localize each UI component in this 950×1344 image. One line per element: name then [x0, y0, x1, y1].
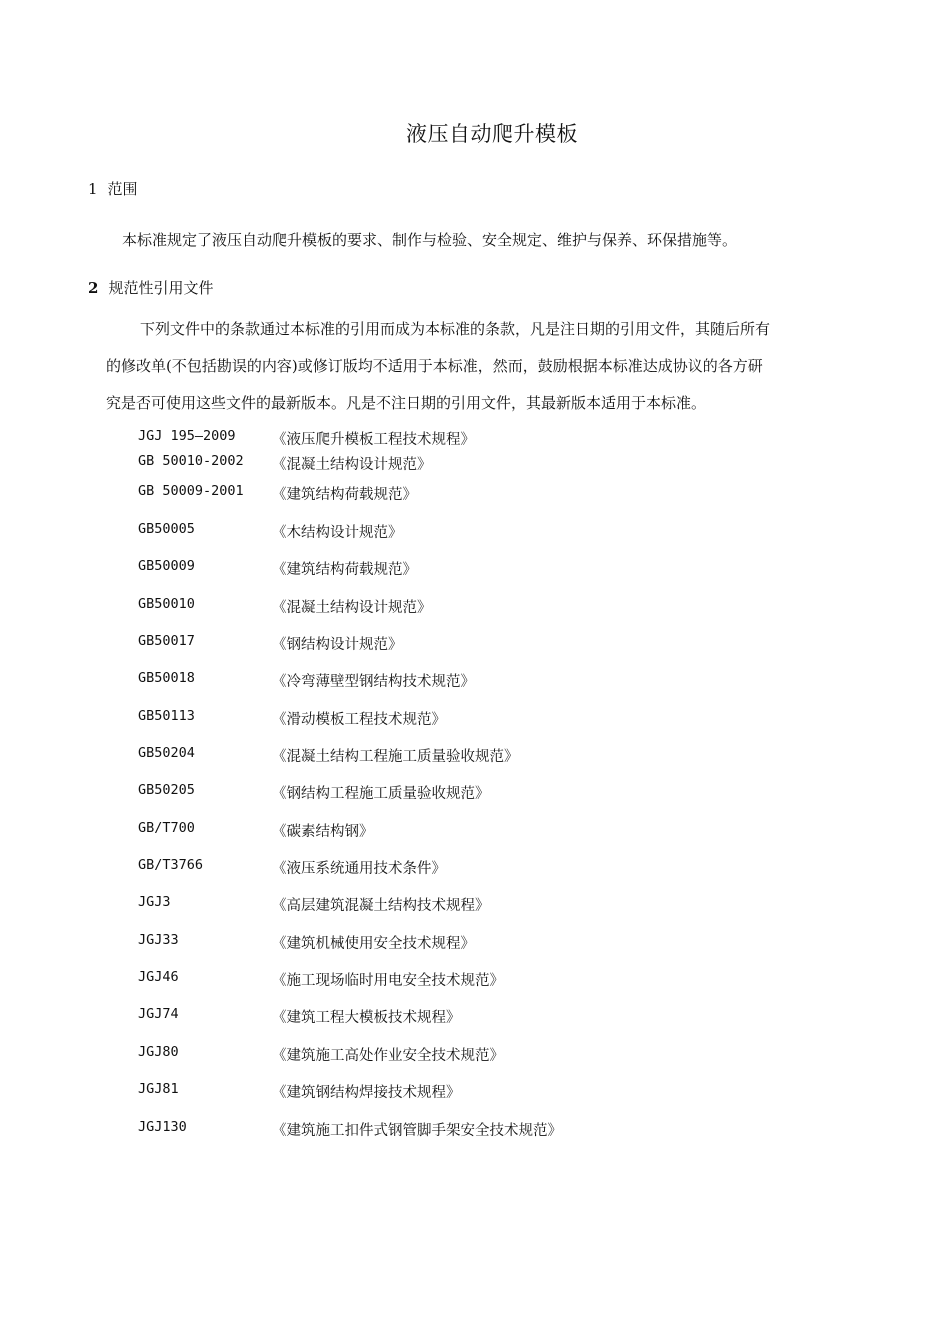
reference-title: 《钢结构工程施工质量验收规范》 — [272, 786, 490, 802]
section-2-paragraph-line-3: 究是否可使用这些文件的最新版本。凡是不注日期的引用文件，其最新版本适用于本标准。 — [106, 394, 707, 412]
reference-code: JGJ81 — [138, 1081, 179, 1097]
reference-title: 《冷弯薄壁型钢结构技术规范》 — [272, 674, 475, 690]
reference-code: GB50113 — [138, 708, 195, 724]
reference-code: JGJ46 — [138, 969, 179, 985]
reference-title: 《液压系统通用技术条件》 — [272, 861, 446, 877]
reference-title: 《建筑施工扣件式钢管脚手架安全技术规范》 — [272, 1123, 562, 1139]
section-2-paragraph-line-2: 的修改单(不包括勘误的内容)或修订版均不适用于本标准，然而，鼓励根据本标准达成协议的各方研 — [106, 357, 763, 375]
reference-title: 《建筑结构荷载规范》 — [272, 487, 417, 503]
reference-title: 《建筑钢结构焊接技术规程》 — [272, 1085, 461, 1101]
reference-title: 《建筑结构荷载规范》 — [272, 562, 417, 578]
reference-code: GB50204 — [138, 745, 195, 761]
reference-title: 《建筑机械使用安全技术规程》 — [272, 936, 475, 952]
reference-title: 《木结构设计规范》 — [272, 525, 403, 541]
section-1-number: 1 — [88, 180, 98, 198]
reference-code: JGJ3 — [138, 894, 171, 910]
reference-code: GB50018 — [138, 670, 195, 686]
section-2-title: 规范性引用文件 — [108, 279, 214, 297]
reference-code: GB 50010-2002 — [138, 453, 244, 469]
reference-title: 《滑动模板工程技术规范》 — [272, 712, 446, 728]
reference-title: 《混凝土结构设计规范》 — [272, 457, 432, 473]
reference-code: GB50005 — [138, 521, 195, 537]
reference-title: 《高层建筑混凝土结构技术规程》 — [272, 898, 490, 914]
reference-code: JGJ 195—2009 — [138, 428, 236, 444]
reference-title: 《液压爬升模板工程技术规程》 — [272, 432, 475, 448]
reference-code: GB/T700 — [138, 820, 195, 836]
section-2-number: 2 — [88, 279, 99, 297]
section-2-heading — [88, 277, 213, 298]
reference-code: JGJ80 — [138, 1044, 179, 1060]
reference-code: GB50205 — [138, 782, 195, 798]
reference-code: GB 50009-2001 — [138, 483, 244, 499]
reference-code: GB50017 — [138, 633, 195, 649]
reference-title: 《混凝土结构工程施工质量验收规范》 — [272, 749, 519, 765]
reference-code: GB/T3766 — [138, 857, 204, 873]
reference-code: JGJ33 — [138, 932, 179, 948]
section-2-paragraph-line-1: 下列文件中的条款通过本标准的引用而成为本标准的条款，凡是注日期的引用文件，其随后所有 — [140, 320, 771, 338]
reference-code: GB50009 — [138, 558, 195, 574]
reference-code: JGJ74 — [138, 1006, 179, 1022]
reference-code: GB50010 — [138, 596, 195, 612]
reference-title: 《建筑工程大模板技术规程》 — [272, 1010, 461, 1026]
section-1-heading — [88, 178, 138, 199]
section-1-paragraph: 本标准规定了液压自动爬升模板的要求、制作与检验、安全规定、维护与保养、环保措施等。 — [122, 231, 738, 249]
section-1-title: 范围 — [107, 180, 138, 198]
reference-code: JGJ130 — [138, 1119, 187, 1135]
document-title: 液压自动爬升模板 — [406, 122, 578, 146]
reference-title: 《建筑施工高处作业安全技术规范》 — [272, 1048, 504, 1064]
reference-title: 《碳素结构钢》 — [272, 824, 374, 840]
reference-title: 《钢结构设计规范》 — [272, 637, 403, 653]
reference-title: 《混凝土结构设计规范》 — [272, 600, 432, 616]
reference-title: 《施工现场临时用电安全技术规范》 — [272, 973, 504, 989]
